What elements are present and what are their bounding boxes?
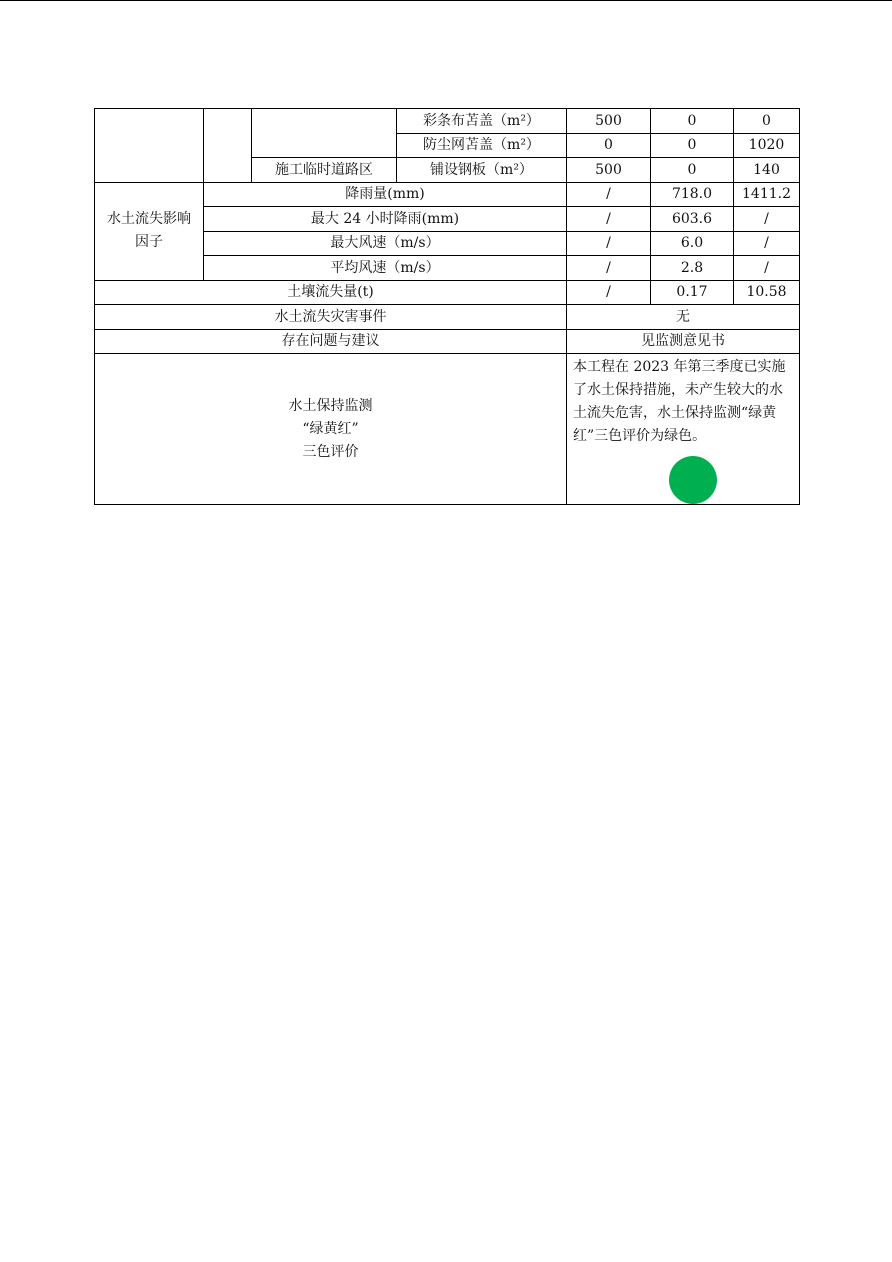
factor-group-label-line1: 水土流失影响 xyxy=(107,211,191,227)
area-cell: 施工临时道路区 xyxy=(252,158,397,183)
evaluation-label-line3: 三色评价 xyxy=(302,443,359,460)
measure-name-cell: 彩条布苫盖（m²） xyxy=(397,109,567,134)
cumulative-cell: 10.58 xyxy=(734,280,800,305)
current-cell: 718.0 xyxy=(651,182,734,207)
current-cell: 6.0 xyxy=(651,231,734,256)
current-cell: 2.8 xyxy=(651,256,734,281)
current-cell: 0 xyxy=(651,158,734,183)
evaluation-value xyxy=(567,354,800,505)
planned-cell: 0 xyxy=(567,133,651,158)
planned-cell: / xyxy=(567,231,651,256)
planned-cell: / xyxy=(567,280,651,305)
planned-cell: 500 xyxy=(567,158,651,183)
page-top-border xyxy=(0,0,892,1)
green-rating-indicator xyxy=(669,456,717,504)
planned-cell: / xyxy=(567,256,651,281)
measure-name-cell: 铺设钢板（m²） xyxy=(397,158,567,183)
measure-name-cell: 防尘网苫盖（m²） xyxy=(397,133,567,158)
factor-name-cell: 最大 24 小时降雨(mm) xyxy=(204,207,567,232)
table-row xyxy=(95,354,800,505)
disaster-value: 无 xyxy=(567,305,800,330)
table-row xyxy=(95,305,800,330)
subcategory-cell xyxy=(204,109,252,183)
cumulative-cell: / xyxy=(734,256,800,281)
disaster-label: 水土流失灾害事件 xyxy=(95,305,567,330)
cumulative-cell: / xyxy=(734,231,800,256)
factor-group-label xyxy=(95,182,204,280)
planned-cell: 500 xyxy=(567,109,651,134)
factor-name-cell: 降雨量(mm) xyxy=(204,182,567,207)
issues-label: 存在问题与建议 xyxy=(95,329,567,354)
cumulative-cell: / xyxy=(734,207,800,232)
current-cell: 0 xyxy=(651,133,734,158)
evaluation-label-line2: “绿黄红” xyxy=(302,420,359,437)
planned-cell: / xyxy=(567,207,651,232)
cumulative-cell: 1411.2 xyxy=(734,182,800,207)
cumulative-cell: 1020 xyxy=(734,133,800,158)
current-cell: 0.17 xyxy=(651,280,734,305)
current-cell: 603.6 xyxy=(651,207,734,232)
table-row xyxy=(95,182,800,207)
current-cell: 0 xyxy=(651,109,734,134)
soil-loss-label: 土壤流失量(t) xyxy=(95,280,567,305)
monitoring-table xyxy=(94,108,800,505)
table-row xyxy=(95,329,800,354)
table-row xyxy=(95,109,800,134)
issues-value: 见监测意见书 xyxy=(567,329,800,354)
evaluation-label-line1: 水土保持监测 xyxy=(288,397,373,414)
factor-name-cell: 平均风速（m/s） xyxy=(204,256,567,281)
factor-group-label-line2: 因子 xyxy=(135,234,163,250)
cumulative-cell: 0 xyxy=(734,109,800,134)
planned-cell: / xyxy=(567,182,651,207)
factor-name-cell: 最大风速（m/s） xyxy=(204,231,567,256)
evaluation-text: 本工程在 2023 年第三季度已实施了水土保持措施，未产生较大的水土流失危害，水土保持监测“绿黄红”三色评价为绿色。 xyxy=(573,359,786,444)
cumulative-cell: 140 xyxy=(734,158,800,183)
evaluation-label xyxy=(95,354,567,505)
area-cell xyxy=(252,109,397,158)
table-row xyxy=(95,280,800,305)
category-cell xyxy=(95,109,204,183)
